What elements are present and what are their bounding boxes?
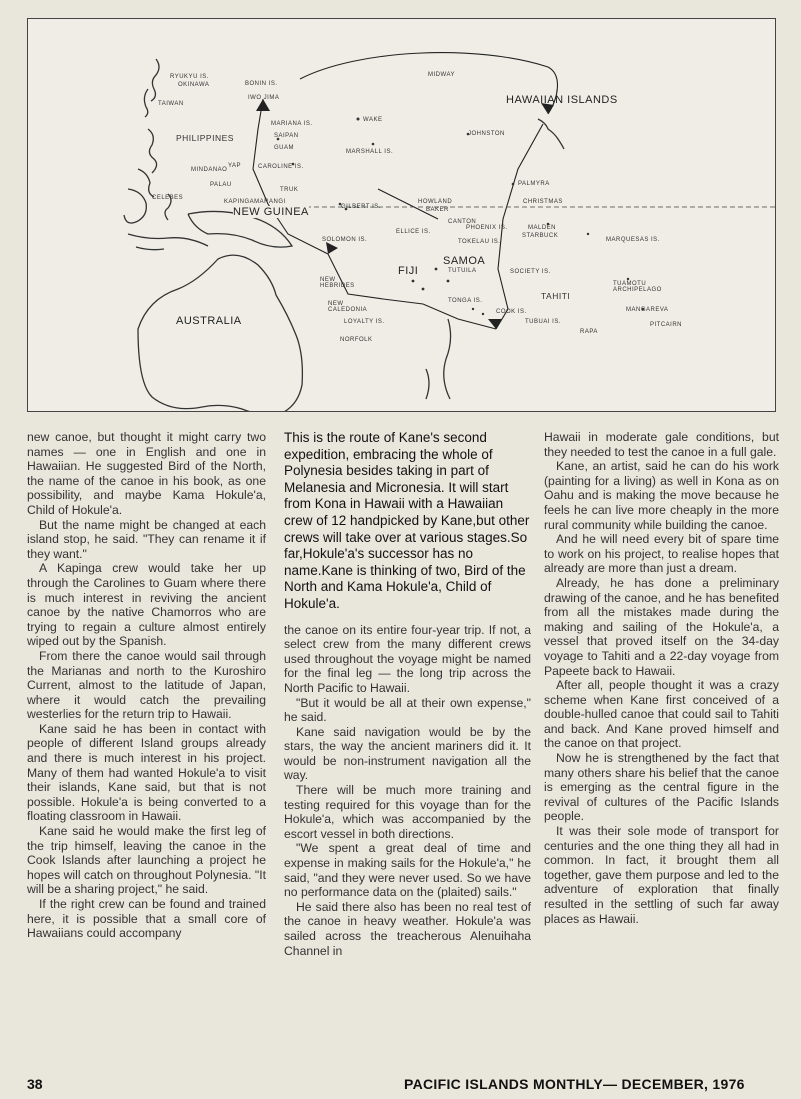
map-label: RAPA bbox=[580, 329, 598, 335]
hawaii-chain bbox=[538, 119, 564, 149]
map-caption: This is the route of Kane's second expedition, embracing the whole of Polynesia besides taking in part of Melanesia and Micronesia. It will start from Kona in Hawaii with a Hawaiian crew of 12 handpicked by Kane,but other crews will take over at various stages.So far,Hokule'a's successor has no name.Kane is thinking of two, Bird of the North and Kama Hokule'a, Child of Hokule'a. bbox=[284, 430, 530, 611]
route-map-drawing bbox=[28, 19, 776, 412]
map-label: NEW HEBRIDES bbox=[320, 277, 355, 289]
map-label: GILBERT IS. bbox=[341, 204, 381, 210]
map-label-tahiti: TAHITI bbox=[541, 291, 571, 301]
map-label: MARSHALL IS. bbox=[346, 149, 394, 155]
map-label: TRUK bbox=[280, 187, 299, 193]
map-label: LOYALTY IS. bbox=[344, 319, 385, 325]
map-label: NORFOLK bbox=[340, 337, 373, 343]
map-label: WAKE bbox=[363, 117, 383, 123]
map-label: MALDEN bbox=[528, 225, 557, 231]
map-label: PHOENIX IS. bbox=[466, 225, 508, 231]
map-label: BAKER bbox=[426, 207, 449, 213]
paragraph: Already, he has done a preliminary drawing of the canoe, and he has benefited from all the mistakes made during the making and sailing of the Hokule'a, a vessel that proved itself on the 34-day voyage to Tahiti and a 22-day voyage from Papeete back to Hawaii. bbox=[544, 575, 779, 678]
paragraph: And he will need every bit of spare time to work on his project, to realise hopes that already are more than just a dream. bbox=[544, 532, 779, 576]
map-label: PITCAIRN bbox=[650, 322, 683, 328]
article-column-1 bbox=[27, 430, 266, 941]
map-label-new-guinea: NEW GUINEA bbox=[233, 206, 309, 218]
paragraph: From there the canoe would sail through the Marianas and north to the Kuroshiro Current, almost to the latitude of Japan, where it would catch the prevailing westerlies for the return trip to Hawaii. bbox=[27, 648, 266, 722]
paragraph: "But it would be all at their own expense," he said. bbox=[284, 695, 531, 725]
map-label: KAPINGAMARANGI bbox=[224, 199, 286, 205]
map-label: NEW CALEDONIA bbox=[328, 301, 368, 313]
paragraph: He said there also has been no real test of the canoe in heavy weather. Hokule'a was sailed across the treacherous Alenuihaha Channel in bbox=[284, 899, 531, 958]
philippines-coast bbox=[148, 129, 157, 173]
map-label: YAP bbox=[228, 163, 242, 169]
map-label: MIDWAY bbox=[428, 72, 455, 78]
map-label: CHRISTMAS bbox=[523, 199, 563, 205]
paragraph: Now he is strengthened by the fact that many others share his belief that the canoe is emerging as the central figure in the revival of cultures of the Pacific Islands people. bbox=[544, 751, 779, 824]
map-label: MINDANAO bbox=[191, 167, 228, 173]
paragraph: A Kapinga crew would take her up through the Carolines to Guam where there is much interest in reviving the ancient canoe by the native Chamorros who are trying to regain a culture almost entirely wiped out by the Spanish. bbox=[27, 561, 266, 649]
map-label: IWO JIMA bbox=[248, 95, 280, 101]
paragraph: "We spent a great deal of time and expense in making sails for the Hokule'a," he said, "and they were never used. So we have no performance data on the (plaited) sails." bbox=[284, 841, 531, 900]
map-label: TUBUAI IS. bbox=[525, 319, 562, 325]
paragraph: Kane said navigation would be by the stars, the way the ancient mariners did it. It would be non-instrument navigation all the way. bbox=[284, 724, 531, 783]
map-label-samoa: SAMOA bbox=[443, 255, 486, 267]
paragraph: There will be much more training and testing required for this voyage than for the Hokule'a, which was accompanied by the escort vessel in both directions. bbox=[284, 783, 531, 841]
asia-coast bbox=[151, 59, 159, 101]
map-label: TUTUILA bbox=[448, 268, 477, 274]
paragraph: But the name might be changed at each island stop, he said. "They can rename it if they want." bbox=[27, 517, 266, 561]
map-label: SAIPAN bbox=[274, 133, 299, 139]
map-label: JOHNSTON bbox=[468, 131, 505, 137]
map-label: CANTON bbox=[448, 219, 477, 225]
paragraph: new canoe, but thought it might carry two names — one in English and one in Hawaiian. He suggested Bird of the North, the name of the canoe in his book, as one possibility, and maybe Kama Hokule'a, Child of Hokule'a. bbox=[27, 430, 266, 517]
paragraph: Kane said he would make the first leg of the trip himself, leaving the canoe in the Cook Islands after launching a project he hopes will catch on throughout Polynesia. "It will be a sharing project," he said. bbox=[27, 824, 266, 897]
map-label: PALAU bbox=[210, 182, 232, 188]
paragraph: the canoe on its entire four-year trip. If not, a select crew from the many different crews used throughout the voyage might be named for the final leg — the long trip across the North Pacific to Hawaii. bbox=[284, 622, 531, 695]
map-label: GUAM bbox=[274, 145, 294, 151]
map-label: SOLOMON IS. bbox=[322, 237, 368, 243]
map-label: TAIWAN bbox=[158, 101, 184, 107]
map-label: MARIANA IS. bbox=[271, 121, 313, 127]
map-label-hawaiian: HAWAIIAN ISLANDS bbox=[506, 94, 618, 106]
paragraph: Kane said he has been in contact with people of different Island groups already and there is much interest in his project. Many of them had wanted Hokule'a to visit their islands, Kane said, but that is not possible. Hokule'a is being converted to a floating classroom in Hawaii. bbox=[27, 721, 266, 824]
map-label: TUAMOTU ARCHIPELAGO bbox=[613, 281, 662, 293]
paragraph: Kane, an artist, said he can do his work (painting for a living) as well in Kona as on Oahu and is making the move because he feels he can live more cheaply in the more rural community while building the canoe. bbox=[544, 459, 779, 532]
australia-coast bbox=[138, 255, 302, 412]
map-label: OKINAWA bbox=[178, 82, 210, 88]
magazine-footer: PACIFIC ISLANDS MONTHLY— DECEMBER, 1976 bbox=[404, 1076, 745, 1092]
page-number: 38 bbox=[27, 1076, 43, 1092]
map-label: PALMYRA bbox=[518, 181, 550, 187]
map-label: CAROLINE IS. bbox=[258, 164, 304, 170]
paragraph: Hawaii in moderate gale conditions, but they needed to test the canoe in a full gale. bbox=[544, 430, 779, 459]
map-label: MARQUESAS IS. bbox=[606, 237, 660, 243]
map-label: HOWLAND bbox=[418, 199, 453, 205]
map-label-fiji: FIJI bbox=[398, 265, 419, 277]
article-column-3 bbox=[544, 430, 779, 926]
map-label: MANGAREVA bbox=[626, 307, 669, 313]
route-map bbox=[27, 18, 776, 412]
map-label-australia: AUSTRALIA bbox=[176, 315, 242, 327]
map-label: RYUKYU IS. bbox=[170, 74, 209, 80]
paragraph: After all, people thought it was a crazy scheme when Kane first conceived of a double-hulled canoe that could sail to Tahiti and back. And Kane proved himself and the canoe on that project. bbox=[544, 678, 779, 751]
map-label: CELEBES bbox=[152, 195, 184, 201]
map-label: BONIN IS. bbox=[245, 81, 278, 87]
map-label: COOK IS. bbox=[496, 309, 527, 315]
map-label: ELLICE IS. bbox=[396, 229, 431, 235]
article-column-2 bbox=[284, 430, 531, 958]
map-label: STARBUCK bbox=[522, 233, 559, 239]
map-label: SOCIETY IS. bbox=[510, 269, 551, 275]
map-label: TONGA IS. bbox=[448, 298, 483, 304]
map-label-philippines: PHILIPPINES bbox=[176, 133, 234, 143]
paragraph: It was their sole mode of transport for centuries and the one thing they all had in common. In fact, it brought them all together, gave them purpose and led to the adventure of exploration that finally resulted in the settling of such far away places as Hawaii. bbox=[544, 824, 779, 926]
map-label: TOKELAU IS. bbox=[458, 239, 501, 245]
paragraph: If the right crew can be found and trained here, it is possible that a small core of Hawaiians could accompany bbox=[27, 897, 266, 941]
